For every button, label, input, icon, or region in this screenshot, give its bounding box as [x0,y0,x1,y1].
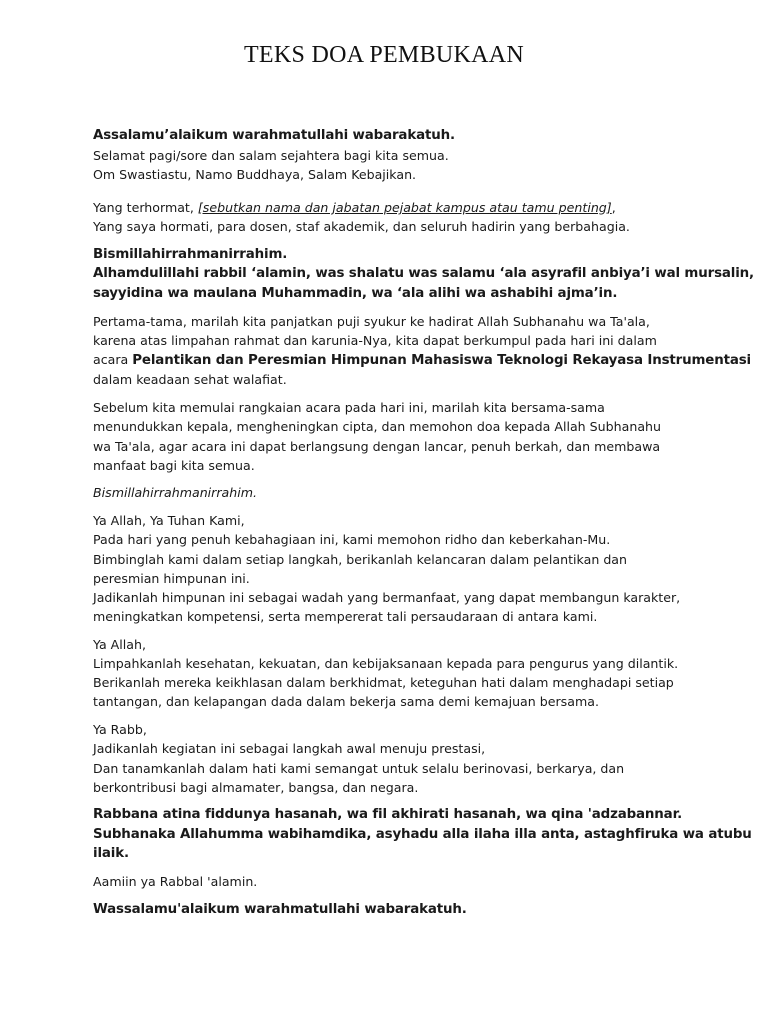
closing-prayer-paragraph [93,805,752,864]
prayer-1-line-1: Ya Allah, Ya Tuhan Kami, [93,513,245,529]
invitation-line-3: wa Ta'ala, agar acara ini dapat berlangsung dengan lancar, penuh berkah, dan membawa [93,438,661,454]
prayer-1-line-6: meningkatkan kompetensi, serta mempererat tali persaudaraan di antara kami. [93,609,598,625]
closing-prayer-line-3: ilaik. [93,846,129,862]
greeting-line-2: Om Swastiastu, Namo Buddhaya, Salam Kebajikan. [93,166,417,182]
greeting-line-1: Selamat pagi/sore dan salam sejahtera bagi kita semua. [93,147,449,163]
invitation-line-2: menundukkan kepala, mengheningkan cipta, dan memohon doa kepada Allah Subhanahu [93,419,662,435]
prayer-2-line-1: Ya Allah, [93,636,146,652]
prayer-3-line-2: Jadikanlah kegiatan ini sebagai langkah awal menuju prestasi, [93,741,486,757]
prayer-2-line-4: tantangan, dan kelapangan dada dalam bekerja sama demi kemajuan bersama. [93,694,599,710]
amin-line: Aamiin ya Rabbal 'alamin. [93,874,258,890]
prayer-1-line-4: peresmian himpunan ini. [93,570,250,586]
opening-line-3: sayyidina wa maulana Muhammadin, wa ‘ala alihi wa ashabihi ajma’in. [93,285,618,301]
basmalah-line: Bismillahirrahmanirrahim. [93,485,258,501]
amin-paragraph [93,872,683,891]
event-name: Pelantikan dan Peresmian Himpunan Mahasiswa Teknologi Rekayasa Instrumentasi [132,353,751,369]
opening-line-1: Bismillahirrahmanirrahim. [93,246,288,262]
prayer-1-paragraph [93,511,683,626]
prayer-1-line-3: Bimbinglah kami dalam setiap langkah, berikanlah kelancaran dalam pelantikan dan [93,551,628,567]
prayer-2-paragraph [93,635,683,712]
document-body [93,126,754,928]
gratitude-line-3 [93,350,751,370]
respect-line-1 [93,198,683,217]
invitation-line-4: manfaat bagi kita semua. [93,457,255,473]
salam-line: Assalamu’alaikum warahmatullahi wabarakatuh. [93,128,455,143]
basmalah-paragraph [93,483,683,502]
invitation-line-1: Sebelum kita memulai rangkaian acara pada hari ini, marilah kita bersama-sama [93,400,605,416]
prayer-2-line-2: Limpahkanlah kesehatan, kekuatan, dan kebijaksanaan kepada para pengurus yang dilantik. [93,656,679,672]
respect-line-2: Yang saya hormati, para dosen, staf akademik, dan seluruh hadirin yang berbahagia. [93,219,630,235]
gratitude-line-2: karena atas limpahan rahmat dan karunia-Nya, kita dapat berkumpul pada hari ini dalam [93,333,657,349]
gratitude-paragraph [93,312,751,390]
prayer-1-line-5: Jadikanlah himpunan ini sebagai wadah yang bermanfaat, yang dapat membangun karakter, [93,589,681,605]
gratitude-line-4: dalam keadaan sehat walafiat. [93,372,287,388]
prayer-3-line-1: Ya Rabb, [93,722,147,738]
prayer-3-paragraph [93,720,683,797]
farewell-line: Wassalamu'alaikum warahmatullahi wabarakatuh. [93,902,467,918]
respect-suffix: , [611,199,616,215]
prayer-3-line-4: berkontribusi bagi almamater, bangsa, dan negara. [93,779,419,795]
respect-paragraph [93,198,683,236]
respect-prefix: Yang terhormat, [93,199,198,215]
farewell-paragraph [93,900,683,920]
prayer-1-line-2: Pada hari yang penuh kebahagiaan ini, kami memohon ridho dan keberkahan-Mu. [93,532,611,548]
prayer-2-line-3: Berikanlah mereka keikhlasan dalam berkhidmat, keteguhan hati dalam menghadapi setiap [93,675,674,691]
opening-paragraph [93,245,754,304]
page-title: TEKS DOA PEMBUKAAN [243,42,525,68]
greeting-paragraph [93,126,683,184]
closing-prayer-line-1: Rabbana atina fiddunya hasanah, wa fil akhirati hasanah, wa qina 'adzabannar. [93,807,683,823]
invitation-paragraph [93,398,683,475]
opening-line-2: Alhamdulillahi rabbil ‘alamin, was shalatu was salamu ‘ala asyrafil anbiya’i wal mursalin, [93,266,754,282]
respect-placeholder: [sebutkan nama dan jabatan pejabat kampus atau tamu penting] [197,199,612,215]
closing-prayer-line-2: Subhanaka Allahumma wabihamdika, asyhadu alla ilaha illa anta, astaghfiruka wa atubu [93,826,752,842]
prayer-3-line-3: Dan tanamkanlah dalam hati kami semangat untuk selalu berinovasi, berkarya, dan [93,760,625,776]
gratitude-line-1: Pertama-tama, marilah kita panjatkan puji syukur ke hadirat Allah Subhanahu wa Ta'ala, [93,313,650,329]
gratitude-acara: acara [93,352,133,368]
